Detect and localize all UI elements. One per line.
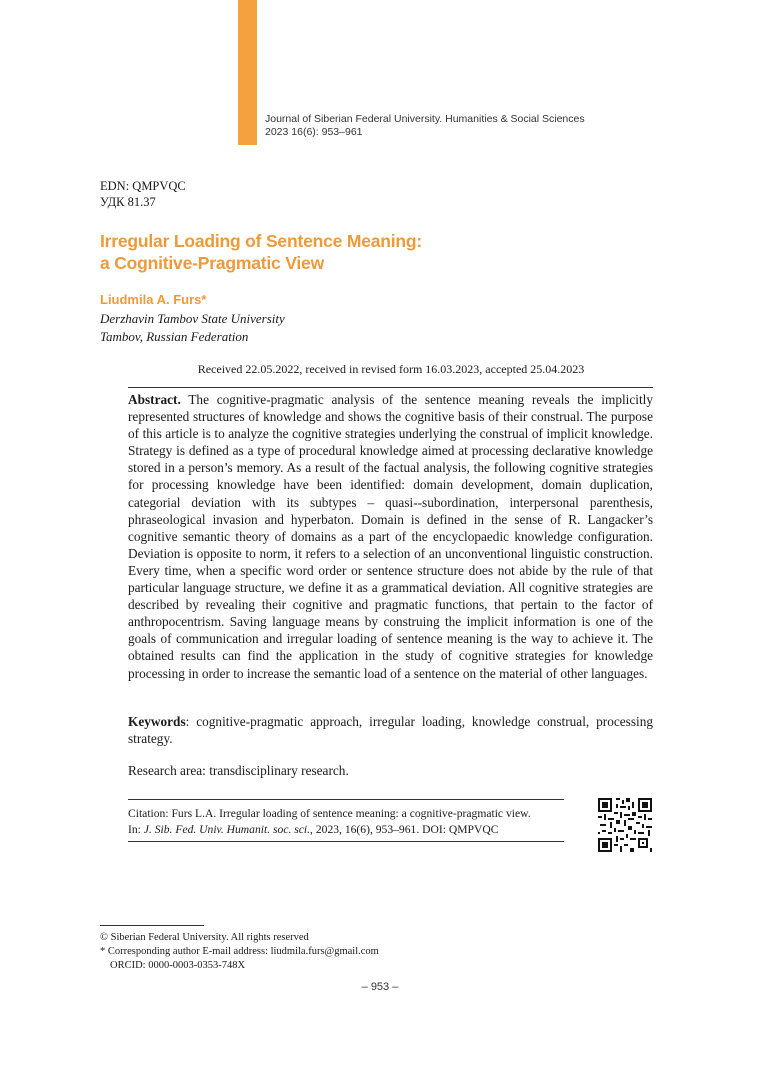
article-title [100,230,422,274]
journal-accent-bar [238,0,257,145]
footnotes [100,931,379,973]
footnote-orcid: ORCID: 0000-0003-0353-748X [110,960,246,971]
affiliation-university: Derzhavin Tambov State University [100,311,285,326]
udk-id: УДК 81.37 [100,195,156,209]
title-line-1: Irregular Loading of Sentence Meaning: [100,231,423,251]
title-line-2: a Cognitive-Pragmatic View [100,253,324,273]
citation [128,806,568,838]
citation-bottom-rule [128,841,564,842]
page-number: – 953 – [361,981,399,993]
citation-line-1: Citation: Furs L.A. Irregular loading of sentence meaning: a cognitive-pragmatic view. [128,807,531,820]
footnote-corresponding: * Corresponding author E-mail address: liudmila.furs@gmail.com [100,946,379,957]
affiliation-location: Tambov, Russian Federation [100,329,249,344]
abstract-label: Abstract. [128,392,181,407]
abstract-text: The cognitive-pragmatic analysis of the sentence meaning reveals the implicitly represented structures of knowledge and shows the cognitive basis of their construal. The purpose of this article is to analyze the cognitive strategies underlying the construal of implicit knowledge. Strategy is defined as a type of procedural knowledge aimed at processing declarative knowledge stored in a person’s memory. As a result of the factual analysis, the following cognitive strategies for processing knowledge have been identified: domain development, domain duplication, categorial deviation with its subtypes – quasi--subordination, interpersonal parenthesis, phraseological invasion and hyperbaton. Domain is defined in the sense of R. Langacker’s cognitive semantic theory of domains as a part of the encyclopaedic knowledge configuration. Deviation is opposite to norm, it refers to a selection of an unconventional linguistic construction. Every time, when a specific word order or sentence structure does not abide by the rule of that particular language structure, we define it as a grammatical deviation. All cognitive strategies are described by revealing their cognitive and pragmatic functions, that pertain to the factor of anthropocentrism. Saving language means by construing the implicit information is one of the goals of communication and irregular loading of sentence meaning is the way to achieve it. The obtained results can find the application in the study of cognitive strategies for knowledge processing in order to increase the semantic load of a sentence on the material of other languages. [128,392,653,681]
qr-code-icon[interactable] [598,798,652,852]
citation-line-2 [128,822,568,838]
citation-prefix: In: [128,823,144,836]
identifiers [100,178,186,210]
journal-issue: 2023 16(6): 953–961 [265,126,363,138]
edn-id: EDN: QMPVQC [100,179,186,193]
keywords-label: Keywords [128,714,186,729]
abstract [128,391,653,682]
journal-name: Journal of Siberian Federal University. Humanities & Social Sciences [265,113,585,125]
abstract-top-rule [128,387,653,388]
research-area: Research area: transdisciplinary research. [128,763,349,778]
citation-suffix: , 2023, 16(6), 953–961. DOI: QMPVQC [310,823,499,836]
footnote-copyright: © Siberian Federal University. All rights reserved [100,932,309,943]
keywords [128,713,653,748]
author-name: Liudmila A. Furs* [100,292,207,307]
received-dates: Received 22.05.2022, received in revised form 16.03.2023, accepted 25.04.2023 [197,362,585,376]
keywords-text: : cognitive-pragmatic approach, irregular loading, knowledge construal, processing strategy. [128,714,653,747]
citation-top-rule [128,799,564,800]
journal-header [265,113,585,139]
citation-journal: J. Sib. Fed. Univ. Humanit. soc. sci. [143,823,311,836]
footnote-rule [100,925,204,926]
author-affiliation [100,310,285,346]
